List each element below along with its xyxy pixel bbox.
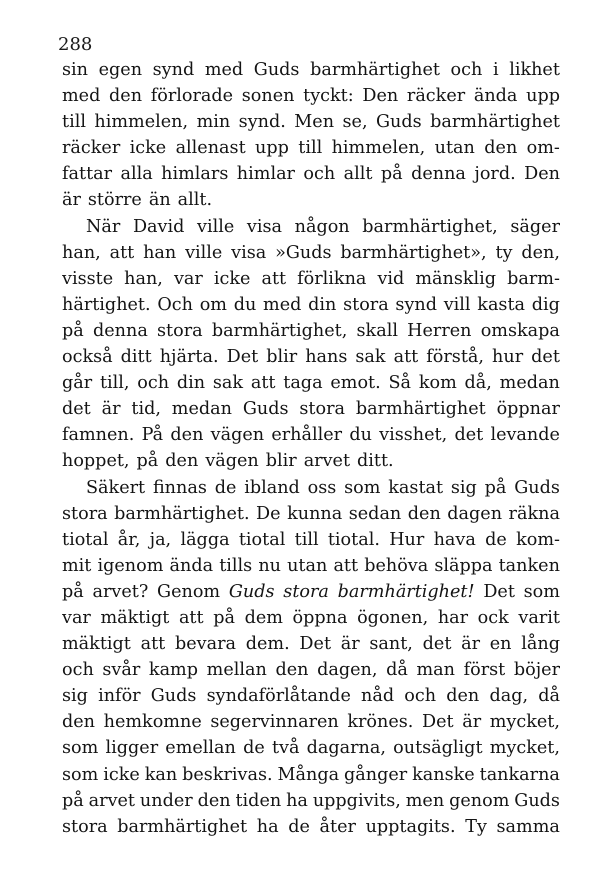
text-line [62,735,560,761]
word: åter [319,816,356,837]
word: på [213,607,235,628]
word: tanken [498,555,560,576]
word: denna [411,164,466,185]
word: än [148,190,171,211]
word: min [196,112,231,133]
word: likhet [509,60,560,80]
word: icke [213,268,251,289]
word: dem [244,607,283,628]
word: är [101,399,121,420]
word: David [132,216,185,237]
word: erhåller [271,425,343,446]
word: medan [499,373,560,394]
page-number: 288 [58,34,93,55]
word: den [165,451,199,472]
word: Säkert [86,477,146,498]
word: uppgivits, [312,790,401,811]
word: stora [343,294,389,315]
word: kunna [287,503,343,524]
text-line [62,370,560,396]
word: icke [129,138,167,159]
text-line [62,214,560,240]
word: hava [433,529,476,550]
word: dig [531,294,560,315]
word: går [62,373,93,394]
word: mellan [206,660,267,681]
word: större [87,190,142,211]
word: upp [255,138,289,159]
word: alla [120,164,153,185]
word: mit [62,555,92,576]
word: upp [526,86,560,107]
word: din [308,294,337,315]
word: allenast [175,138,246,159]
word: stora [157,320,203,341]
word: ända [169,555,214,576]
word: han, [62,242,101,263]
word: Den [524,164,560,185]
word: Ty [465,816,487,837]
word: den, [521,242,560,263]
word: barmhärtighet», [340,242,487,263]
word: svår [102,660,141,681]
text-line [62,475,560,501]
word: synd [395,294,437,315]
word: det [62,399,91,420]
text-line [62,83,560,109]
word: På [141,425,164,446]
word: den [197,790,231,811]
word: tiden [235,790,282,811]
word: är [62,190,81,211]
word: de [288,816,310,837]
word: omskapa [480,320,560,341]
word: outsägligt [393,738,483,759]
word: himmelen, [331,138,426,159]
word: ha [286,790,308,811]
word: stora [62,816,108,837]
text-line [62,553,560,579]
word: fattar [62,164,113,185]
word: ock [477,607,509,628]
text-line [62,318,560,344]
word: kasta [477,294,526,315]
word: gånger [344,764,408,785]
word: två [271,738,300,759]
word: igenom [97,555,164,576]
word: den [407,503,441,524]
word: stora [299,399,345,420]
word: barmhärtighet, [211,320,348,341]
word: den [109,86,143,107]
word: tid, [131,399,161,420]
word: var [62,607,91,628]
word: på [484,477,507,498]
word: visste [62,268,114,289]
word: blir [265,451,297,472]
word: dag, [489,686,529,707]
word: barmhärtighet, [362,216,498,237]
word: säger [510,216,560,237]
word: till, [99,373,130,394]
word: visa [246,216,282,237]
word: Det [483,581,515,602]
word: tiotal [62,529,109,550]
word: syndaförlåtande [206,686,351,707]
word: ända [473,86,518,107]
text-line [62,501,560,527]
word: skall [356,320,398,341]
word: nu [258,555,281,576]
word: barmhärtighet. [114,503,250,524]
word: ha [256,816,279,837]
word: dagen [447,503,503,524]
word: mäktigt [100,607,170,628]
word: krönes. [347,712,414,733]
word: då [538,686,560,707]
word: genom [449,790,510,811]
text-line [62,292,560,318]
text-line [62,344,560,370]
word: barmhärtighet [430,112,560,133]
word: öppnar [496,399,560,420]
text-line [62,135,560,161]
text-line [62,109,560,135]
word: hjärta. [159,347,219,368]
word: kom [418,373,457,394]
word: om [199,294,227,315]
word: han [143,242,177,263]
word: i [492,60,499,80]
word: på [380,164,403,185]
word: Det [226,347,259,368]
word: släppa [434,555,493,576]
word: emot. [330,373,381,394]
word: levande [490,425,560,446]
word: den [446,686,480,707]
word: finnas [152,477,207,498]
word: Herren [407,320,472,341]
word: också [62,347,113,368]
word: jord. [474,164,516,185]
word: sedan [348,503,402,524]
text-line [62,240,560,266]
word: hoppet, [62,451,130,472]
word: vägen [205,451,259,472]
word: mycket, [489,712,560,733]
word: på [62,320,84,341]
word: till [62,112,86,133]
word: vill [443,294,471,315]
word: barmhärtighet [355,399,486,420]
word: dagarna, [306,738,386,759]
word: tiotal. [327,529,380,550]
word: arvet [303,451,351,472]
body-text [62,57,560,840]
word: varit [518,607,560,628]
word: då, [464,373,492,394]
word: medan [171,399,232,420]
word: allt. [177,190,213,211]
word: dagen, [317,660,378,681]
word: Guds [514,790,560,811]
text-line [62,527,560,553]
word: inför [98,686,141,707]
word: ditt [120,347,152,368]
word: Guds [242,399,289,420]
text-line [62,57,560,83]
word: med [263,294,302,315]
word: tills [219,555,253,576]
word: den [170,425,204,446]
word: denna [92,320,148,341]
word: egen [98,60,143,80]
word: Det [299,634,332,655]
text-line [62,709,560,735]
word: Hur [389,529,425,550]
word: som [62,764,99,785]
word: ty [495,242,513,263]
word: och [450,60,483,80]
word: se, [342,112,368,133]
word: blir [266,347,298,368]
word: sak [355,347,386,368]
word: kastat [388,477,444,498]
word: ibland [244,477,300,498]
word: vid [377,268,405,289]
word: barm- [507,268,560,289]
word: Och [157,294,193,315]
word: den [62,712,96,733]
word: kom- [516,529,560,550]
word: Genom [157,581,221,602]
word: först [463,660,506,681]
word: förlorade [150,86,234,107]
word: att [261,268,287,289]
word: det [454,425,484,446]
word: sig [62,686,88,707]
word: på [62,790,84,811]
word: år, [117,529,141,550]
word: räcker [406,86,466,107]
word: Guds [253,60,300,80]
word: men [405,790,445,811]
word: till [294,529,319,550]
word: utan [287,555,328,576]
word: du [349,425,372,446]
word: att [178,607,204,628]
word: ja, [149,529,172,550]
word: att [333,555,359,576]
word: tiotal [238,529,286,550]
word: barmhärtighet [117,816,248,837]
word: att [250,373,276,394]
word: en [489,634,512,655]
word: att [393,347,419,368]
word: himlars [161,164,229,185]
word: och [303,164,336,185]
word: sant, [369,634,413,655]
word: kanske [412,764,475,785]
word: de [243,738,265,759]
word: visa [231,242,267,263]
word: sig [450,477,477,498]
word: ligger [105,738,159,759]
word: mänsklig [415,268,497,289]
word: samma [496,816,560,837]
word: Guds [150,686,197,707]
word: vägen [210,425,265,446]
text-line [62,396,560,422]
word: som [62,738,99,759]
word: öppna [292,607,348,628]
word: tyckt: [303,86,354,107]
word: behöva [364,555,429,576]
word: beskrivas. [182,764,273,785]
word: du [233,294,257,315]
word: förstå, [426,347,484,368]
word: ville [197,216,235,237]
text-line [62,788,560,814]
word: Den [362,86,399,107]
text-line [62,266,560,292]
word: ville [185,242,223,263]
word: är [462,712,482,733]
word: lång [521,634,560,655]
text-line [62,683,560,709]
word: oss [307,477,337,498]
word: att [140,634,166,655]
word: har [437,607,469,628]
word: mäktigt [62,634,131,655]
word: Det [422,712,454,733]
text-line [62,161,560,187]
word: och [404,686,437,707]
word: synd. [238,112,286,133]
word: emellan [165,738,236,759]
text-line [62,631,560,657]
word: på [136,451,159,472]
word: kan [144,764,178,785]
word: hans [305,347,348,368]
word: Guds [376,112,422,133]
word: När [86,216,121,237]
word: himmelen, [94,112,189,133]
word: att [109,242,135,263]
word: de [214,477,237,498]
word: ögonen, [357,607,429,628]
word: synd [152,60,195,80]
word: böjer [513,660,560,681]
word: då [386,660,408,681]
word: förlikna [297,268,367,289]
word: Men [294,112,335,133]
word: man [416,660,455,681]
word: nåd [361,686,395,707]
word: upptagits. [365,816,456,837]
word: de [485,529,507,550]
word: sak [212,373,244,394]
word: sonen [241,86,295,107]
word: barmhärtighet [310,60,440,80]
word: utan [434,138,475,159]
word: dem. [245,634,290,655]
word: och [137,373,170,394]
word: visshet, [379,425,448,446]
word: under [139,790,193,811]
word: stora [283,581,329,602]
word: om- [526,138,560,159]
word: sin [62,60,88,80]
word: och [62,660,94,681]
word: räkna [508,503,560,524]
word: stora [62,503,108,524]
word: mycket, [489,738,560,759]
word: som [523,581,560,602]
word: var [173,268,203,289]
word: kamp [148,660,199,681]
text-line [62,187,560,213]
word: på [62,581,84,602]
word: din [176,373,206,394]
word: segervinnaren [210,712,339,733]
word: räcker [62,138,121,159]
word: allt [343,164,373,185]
word: hur [492,347,524,368]
text-line [62,657,560,683]
word: det [531,347,560,368]
word: Guds [228,581,275,602]
text-line [62,762,560,788]
word: De [256,503,281,524]
word: ditt. [357,451,394,472]
word: Guds [514,477,560,498]
word: hemkomne [103,712,202,733]
word: härtighet. [62,294,151,315]
word: det [422,634,452,655]
word: någon [294,216,350,237]
word: barmhärtighet! [337,581,475,602]
word: arvet? [92,581,149,602]
word: den [484,138,518,159]
word: arvet [88,790,135,811]
word: han, [124,268,163,289]
word: lägga [180,529,230,550]
text-line [62,422,560,448]
word: med [204,60,244,80]
text-line [62,579,560,605]
word: är [340,634,360,655]
word: icke [103,764,140,785]
text-line [62,448,560,474]
text-line [62,814,560,840]
word: den [275,660,309,681]
word: med [62,86,101,107]
word: famnen. [62,425,135,446]
word: till [298,138,323,159]
word: tankarna [479,764,560,785]
word: bevara [174,634,236,655]
word: »Guds [275,242,332,263]
word: Många [277,764,340,785]
word: taga [283,373,323,394]
word: Så [388,373,412,394]
word: himlar [236,164,295,185]
word: är [461,634,481,655]
text-line [62,605,560,631]
word: som [344,477,381,498]
